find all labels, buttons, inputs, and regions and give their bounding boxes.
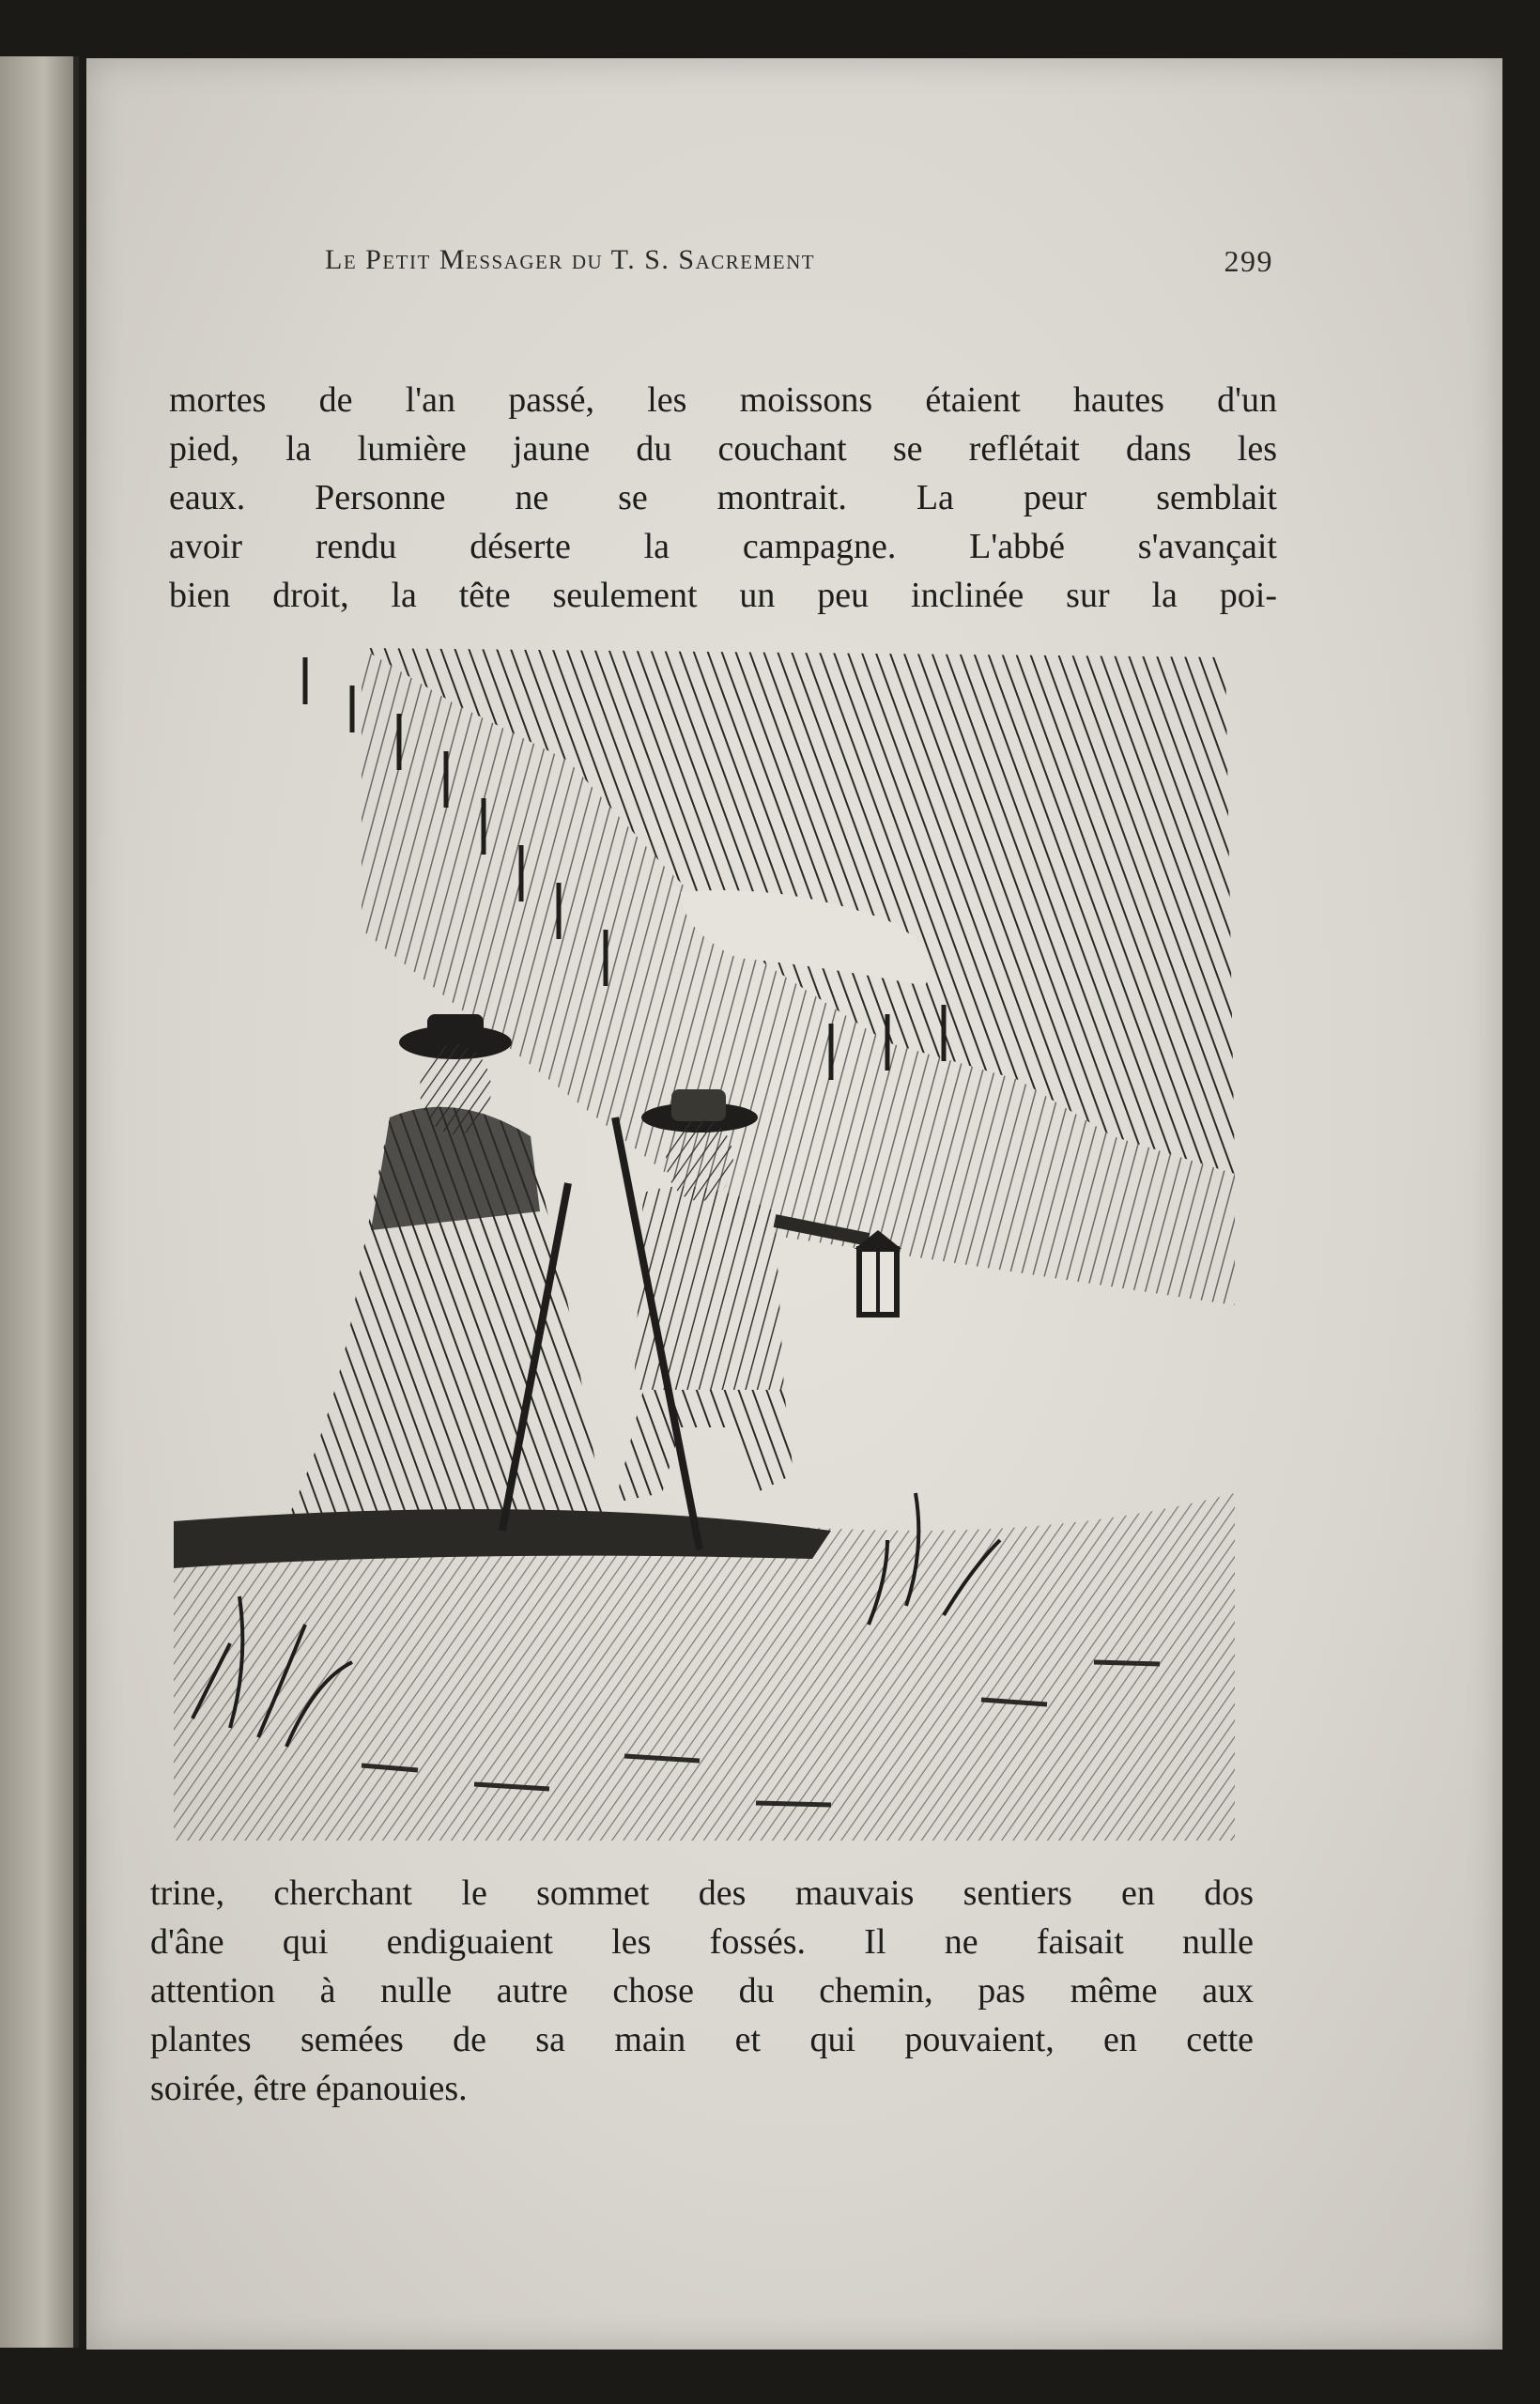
text-line: eaux. Personne ne se montrait. La peur semblait [169, 478, 1277, 517]
text-line: trine, cherchant le sommet des mauvais sentiers en dos [150, 1873, 1254, 1913]
priest-figure [286, 1014, 606, 1531]
text-line: d'âne qui endiguaient les fossés. Il ne faisait nulle [150, 1922, 1254, 1962]
text-line: avoir rendu déserte la campagne. L'abbé s'avançait [169, 527, 1277, 566]
text-line: soirée, être épanouies. [150, 2069, 468, 2108]
page-number: 299 [1224, 244, 1273, 278]
running-title: Le Petit Messager du T. S. Sacrement [325, 244, 816, 275]
left-page-edge [0, 56, 79, 2348]
text-line: mortes de l'an passé, les moissons étaient hautes d'un [169, 380, 1277, 420]
text-line: attention à nulle autre chose du chemin, pas même aux [150, 1971, 1254, 2011]
text-line: bien droit, la tête seulement un peu inclinée sur la poi- [169, 576, 1277, 615]
engraving-illustration [174, 648, 1244, 1841]
engraving-drawing [174, 648, 1244, 1841]
paragraph-bottom [150, 1869, 1254, 2113]
paragraph-top [169, 376, 1277, 620]
text-line: plantes semées de sa main et qui pouvaient, en cette [150, 2020, 1254, 2059]
running-header [325, 244, 1273, 300]
text-line: pied, la lumière jaune du couchant se reflétait dans les [169, 429, 1277, 469]
